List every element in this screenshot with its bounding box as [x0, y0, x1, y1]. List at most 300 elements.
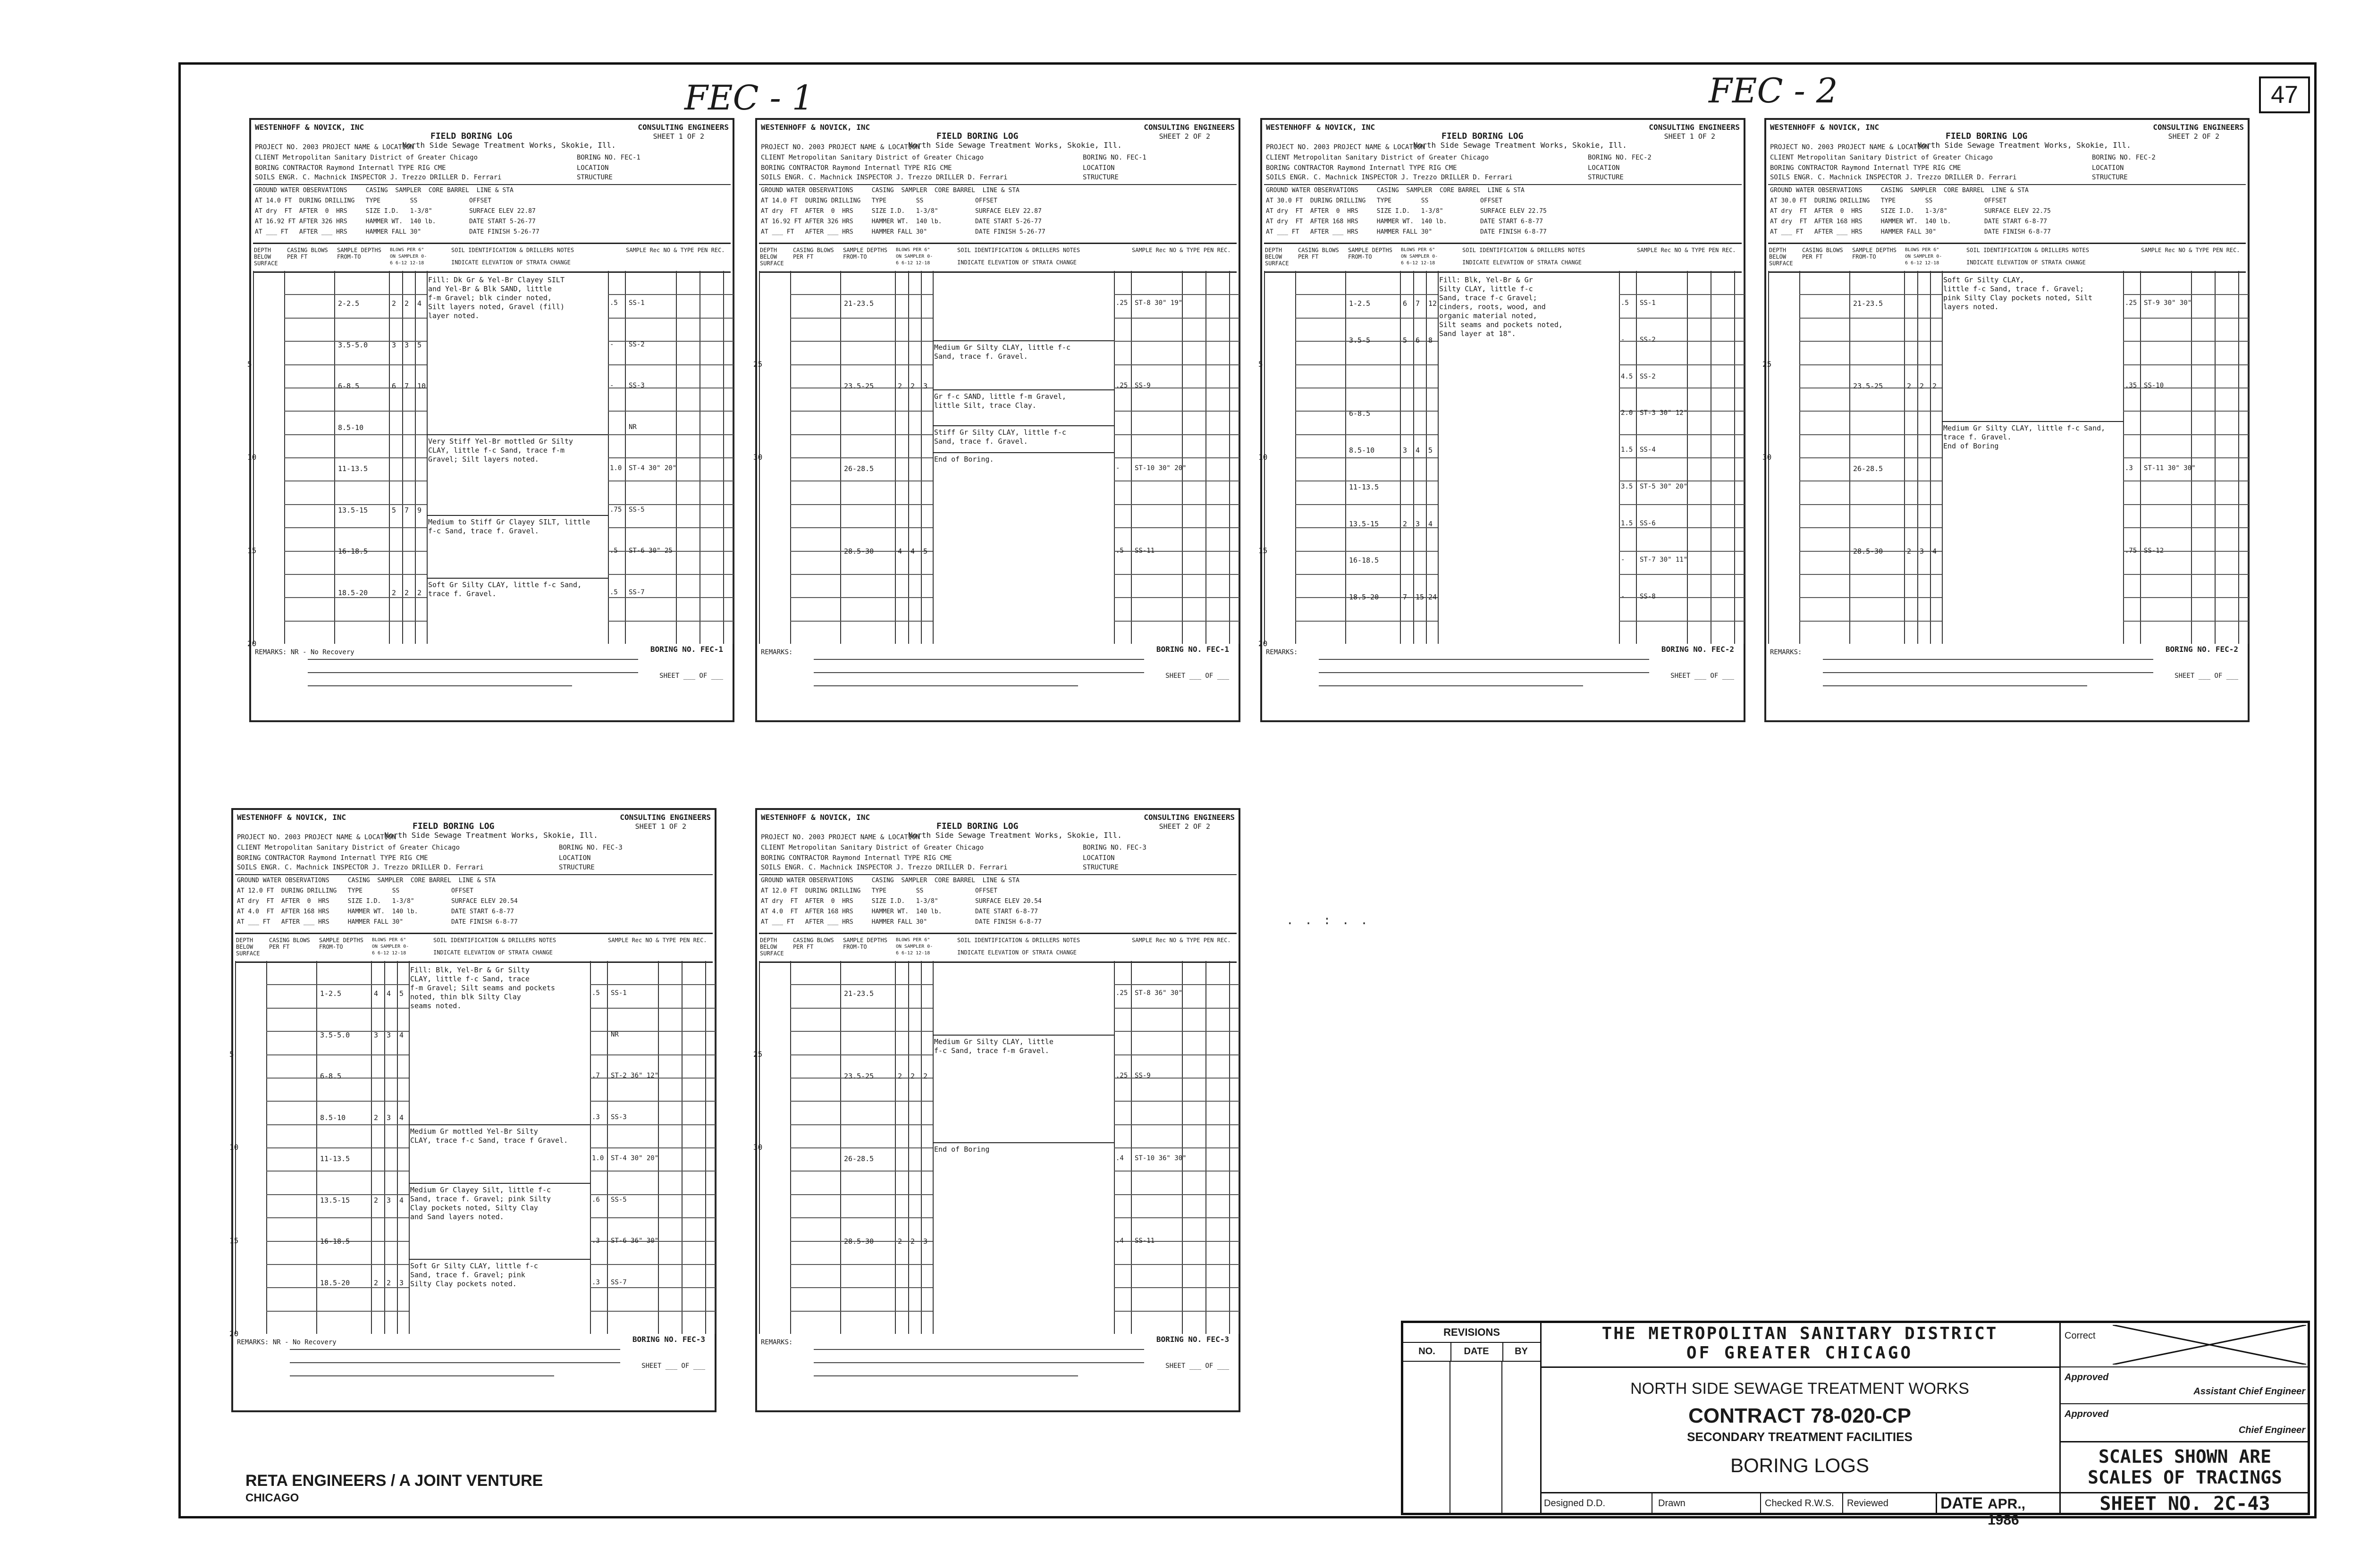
log-boring-footer: BORING NO. FEC-1 [1156, 645, 1229, 654]
sample-id: SS-12 [2144, 547, 2164, 555]
strata-description: Fill: Dk Gr & Yel-Br Clayey SILT and Yel-Br & Blk SAND, little f-m Gravel; blk cinder noted, Silt layers noted, Gravel (fill) layer noted. [428, 276, 565, 320]
sample-depth: 28.5-30 [844, 547, 874, 556]
firm-city: CHICAGO [245, 1492, 299, 1504]
title-block [1401, 1321, 2310, 1528]
col-soil-sub: INDICATE ELEVATION OF STRATA CHANGE [433, 949, 553, 956]
log-grid [229, 961, 715, 1338]
sample-blows: 2 [374, 1113, 379, 1122]
depth-marker: 5 [247, 359, 252, 369]
strata-description: Soft Gr Silty CLAY, little f-c Sand, trace f. Gravel; pink Silty Clay pockets noted, Silt layers noted. [1943, 276, 2093, 311]
sample-rec: .7 [592, 1072, 600, 1079]
sample-id: ST-11 30" 30" [2144, 464, 2196, 472]
sample-depth: 23.5-25 [1853, 382, 1883, 390]
boring-log-sheet [1764, 118, 2250, 722]
log-title: FIELD BORING LOG [413, 821, 495, 831]
sample-blows: 2 [417, 588, 422, 597]
col-sample-block: SAMPLE Rec NO & TYPE PEN REC. [1637, 247, 1736, 253]
sample-depth: 3.5-5 [1349, 336, 1371, 345]
sample-id: ST-3 30" 12" [1640, 409, 1688, 417]
col-soil: SOIL IDENTIFICATION & DRILLERS NOTES [433, 937, 556, 944]
sample-blows: 7 [405, 382, 409, 390]
sample-id: NR [611, 1030, 619, 1038]
observation-line: GROUND WATER OBSERVATIONS CASING SAMPLER CORE BARREL LINE & STA [1266, 187, 1525, 194]
observation-line: AT 16.92 FT AFTER 326 HRS HAMMER WT. 140 lb. DATE START 5-26-77 [255, 218, 536, 225]
log-column-headers [253, 243, 731, 273]
col-depth: DEPTH BELOW SURFACE [236, 937, 260, 957]
observation-line: AT dry FT AFTER 0 HRS SIZE I.D. 1-3/8" SURFACE ELEV 22.87 [761, 208, 1042, 215]
col-sample: SAMPLE DEPTHS FROM-TO [1348, 247, 1392, 260]
col-casing: CASING BLOWS PER FT [287, 247, 328, 260]
sample-blows: 7 [405, 506, 409, 514]
sample-depth: 3.5-5.0 [338, 340, 368, 349]
sample-blows: 2 [1403, 519, 1408, 528]
sample-rec: - [1621, 593, 1625, 601]
sample-blows: 6 [1416, 336, 1420, 345]
sample-rec: 3.5 [1621, 482, 1633, 490]
col-casing: CASING BLOWS PER FT [269, 937, 310, 950]
sample-blows: 3 [1920, 547, 1924, 556]
log-project-value: North Side Sewage Treatment Works, Skokie, Ill. [402, 141, 616, 150]
sample-blows: 2 [1907, 547, 1912, 556]
log-location: LOCATION [2092, 164, 2124, 172]
sample-blows: 5 [399, 989, 404, 998]
observation-line: AT 12.0 FT DURING DRILLING TYPE SS OFFSET [761, 887, 997, 894]
revisions-title: REVISIONS [1403, 1323, 1540, 1343]
sample-blows: 4 [1428, 519, 1433, 528]
sample-rec: .6 [592, 1196, 600, 1204]
sample-blows: 2 [387, 1278, 391, 1287]
groundwater-observations [759, 874, 1237, 932]
log-column-headers [759, 243, 1237, 273]
sample-rec: 1.5 [1621, 446, 1633, 454]
log-location: LOCATION [1083, 854, 1115, 862]
col-casing: CASING BLOWS PER FT [793, 247, 834, 260]
observation-line: AT dry FT AFTER 0 HRS SIZE I.D. 1-3/8" SURFACE ELEV 22.75 [1770, 208, 2051, 215]
col-soil: SOIL IDENTIFICATION & DRILLERS NOTES [957, 247, 1080, 253]
log-remarks: REMARKS: [1266, 649, 1298, 656]
log-location: LOCATION [1083, 164, 1115, 172]
sample-id: NR [629, 423, 637, 431]
sample-depth: 6-8.5 [320, 1072, 342, 1080]
depth-marker: 15 [229, 1236, 239, 1245]
depth-marker: 20 [229, 1329, 239, 1338]
log-client: CLIENT Metropolitan Sanitary District of Greater Chicago [761, 844, 984, 851]
sample-blows: 3 [923, 382, 928, 390]
observation-line: GROUND WATER OBSERVATIONS CASING SAMPLER CORE BARREL LINE & STA [761, 877, 1020, 884]
observation-line: GROUND WATER OBSERVATIONS CASING SAMPLER CORE BARREL LINE & STA [761, 187, 1020, 194]
col-casing: CASING BLOWS PER FT [793, 937, 834, 950]
log-structure: STRUCTURE [1083, 864, 1119, 871]
log-title: FIELD BORING LOG [936, 821, 1019, 831]
col-sample: SAMPLE DEPTHS FROM-TO [337, 247, 381, 260]
col-depth: DEPTH BELOW SURFACE [254, 247, 278, 267]
sample-blows: 5 [417, 340, 422, 349]
col-soil: SOIL IDENTIFICATION & DRILLERS NOTES [451, 247, 574, 253]
depth-marker: 30 [1762, 453, 1772, 462]
sample-depth: 23.5-25 [844, 1072, 874, 1080]
depth-marker: 5 [1258, 359, 1263, 369]
sample-rec: - [1621, 556, 1625, 564]
groundwater-observations [759, 184, 1237, 242]
log-soils-engr: SOILS ENGR. C. Machnick INSPECTOR J. Trezzo DRILLER D. Ferrari [1266, 174, 1513, 181]
observation-line: AT 4.0 FT AFTER 168 HRS HAMMER WT. 140 lb. DATE START 6-8-77 [761, 908, 1038, 915]
log-sheet-footer: SHEET ___ OF ___ [2175, 672, 2238, 680]
col-soil: SOIL IDENTIFICATION & DRILLERS NOTES [1966, 247, 2090, 253]
depth-marker: 5 [229, 1049, 234, 1059]
log-structure: STRUCTURE [559, 864, 595, 871]
sample-blows: 8 [1428, 336, 1433, 345]
log-column-headers [1264, 243, 1742, 273]
sample-blows: 7 [1403, 593, 1408, 602]
sample-blows: 3 [1416, 519, 1420, 528]
log-boring-footer: BORING NO. FEC-2 [1661, 645, 1734, 654]
log-title: FIELD BORING LOG [430, 131, 513, 141]
sample-blows: 3 [923, 1237, 928, 1246]
depth-marker: 15 [247, 546, 257, 555]
sample-depth: 16-18.5 [338, 547, 368, 556]
boring-log-sheet [249, 118, 734, 722]
sample-rec: .5 [1116, 547, 1124, 555]
sample-id: SS-1 [629, 299, 645, 307]
log-project: PROJECT NO. 2003 PROJECT NAME & LOCATION [1266, 143, 1425, 151]
observation-line: AT dry FT AFTER 0 HRS SIZE I.D. 1-3/8" SURFACE ELEV 20.54 [237, 898, 518, 905]
sample-blows: 2 [898, 382, 902, 390]
log-boring-no: BORING NO. FEC-3 [559, 844, 623, 851]
col-sample-block: SAMPLE Rec NO & TYPE PEN REC. [626, 247, 725, 253]
sample-depth: 13.5-15 [320, 1196, 350, 1205]
works-name: NORTH SIDE SEWAGE TREATMENT WORKS [1630, 1380, 1969, 1398]
sample-blows: 4 [399, 1030, 404, 1039]
groundwater-observations [1768, 184, 2246, 242]
sample-blows: 6 [1403, 299, 1408, 308]
title-main [1540, 1323, 2059, 1492]
observation-line: AT dry FT AFTER 168 HRS HAMMER WT. 140 lb. DATE START 6-8-77 [1266, 218, 1543, 225]
col-sample-block: SAMPLE Rec NO & TYPE PEN REC. [2141, 247, 2240, 253]
sample-blows: 4 [1932, 547, 1937, 556]
sample-id: ST-10 30" 20" [1135, 464, 1187, 472]
sample-blows: 2 [898, 1237, 902, 1246]
sample-depth: 18.5-20 [1349, 593, 1379, 602]
sample-id: SS-11 [1135, 547, 1155, 555]
sample-blows: 3 [405, 340, 409, 349]
sample-rec: - [1116, 464, 1120, 472]
log-company: WESTENHOFF & NOVICK, INC [1266, 123, 1375, 132]
sample-id: ST-8 30" 19" [1135, 299, 1183, 307]
sample-blows: 7 [1416, 299, 1420, 308]
boring-log-sheet [755, 118, 1240, 722]
sample-blows: 2 [374, 1196, 379, 1205]
log-sheet-footer: SHEET ___ OF ___ [1165, 1362, 1229, 1370]
log-sheet-footer: SHEET ___ OF ___ [641, 1362, 705, 1370]
strata-description: Fill: Blk, Yel-Br & Gr Silty CLAY, little f-c Sand, trace f-c Gravel; cinders, roots, wood, and organic material noted, Silt seams and pockets noted, Sand layer at 18". [1439, 276, 1563, 338]
col-sample: SAMPLE DEPTHS FROM-TO [843, 937, 887, 950]
log-title: FIELD BORING LOG [1946, 131, 2028, 141]
depth-marker: 30 [753, 1143, 763, 1152]
sample-blows: 5 [1403, 336, 1408, 345]
sample-depth: 6-8.5 [1349, 409, 1371, 418]
sample-id: ST-6 36" 30" [611, 1237, 659, 1245]
sample-blows: 2 [374, 1278, 379, 1287]
sample-blows: 2 [405, 588, 409, 597]
sample-rec: .4 [1116, 1155, 1124, 1162]
observation-line: AT 30.0 FT DURING DRILLING TYPE SS OFFSET [1266, 197, 1502, 204]
sample-blows: 2 [910, 382, 915, 390]
log-boring-footer: BORING NO. FEC-2 [2165, 645, 2238, 654]
log-client: CLIENT Metropolitan Sanitary District of Greater Chicago [1770, 154, 1993, 161]
strata-description: Very Stiff Yel-Br mottled Gr Silty CLAY, little f-c Sand, trace f-m Gravel; Silt layers noted. [428, 437, 573, 464]
strata-description: Soft Gr Silty CLAY, little f-c Sand, trace f. Gravel; pink Silty Clay pockets noted. [410, 1262, 538, 1288]
sample-blows: 4 [417, 299, 422, 308]
col-blows: BLOWS PER 6" ON SAMPLER 0-6 6-12 12-18 [390, 247, 427, 266]
sample-blows: 2 [898, 1072, 902, 1080]
sample-rec: 1.0 [610, 464, 622, 472]
sample-rec: .3 [592, 1237, 600, 1245]
sample-depth: 28.5-30 [1853, 547, 1883, 556]
sample-blows: 2 [1907, 382, 1912, 390]
observation-line: GROUND WATER OBSERVATIONS CASING SAMPLER CORE BARREL LINE & STA [1770, 187, 2029, 194]
log-contractor: BORING CONTRACTOR Raymond Internatl TYPE RIG CME [761, 854, 952, 862]
checked-by: Checked R.W.S. [1765, 1498, 1834, 1509]
log-boring-footer: BORING NO. FEC-3 [1156, 1335, 1229, 1344]
sample-blows: 4 [910, 547, 915, 556]
col-soil-sub: INDICATE ELEVATION OF STRATA CHANGE [1966, 259, 2086, 266]
log-soils-engr: SOILS ENGR. C. Machnick INSPECTOR J. Trezzo DRILLER D. Ferrari [255, 174, 502, 181]
log-grid [1258, 271, 1744, 648]
strata-description: Soft Gr Silty CLAY, little f-c Sand, trace f. Gravel. [428, 581, 582, 598]
scan-noise: . . : . . [1286, 913, 1370, 927]
log-grid [247, 271, 733, 648]
handwritten-label-fec2: FEC - 2 [1709, 71, 1838, 110]
sample-depth: 11-13.5 [320, 1155, 350, 1163]
log-project-value: North Side Sewage Treatment Works, Skokie, Ill. [908, 141, 1122, 150]
sample-id: SS-2 [1640, 336, 1656, 344]
sample-id: ST-4 30" 20" [629, 464, 677, 472]
col-blows: BLOWS PER 6" ON SAMPLER 0-6 6-12 12-18 [1401, 247, 1438, 266]
log-project: PROJECT NO. 2003 PROJECT NAME & LOCATION [761, 143, 920, 151]
log-consulting: CONSULTING ENGINEERS [2153, 123, 2244, 132]
sample-depth: 23.5-25 [844, 382, 874, 390]
rev-col-no: NO. [1403, 1342, 1451, 1362]
observation-line: AT 14.0 FT DURING DRILLING TYPE SS OFFSET [255, 197, 491, 204]
sample-depth: 21-23.5 [844, 989, 874, 998]
log-title: FIELD BORING LOG [936, 131, 1019, 141]
log-boring-no: BORING NO. FEC-1 [577, 154, 641, 161]
groundwater-observations [253, 184, 731, 242]
log-company: WESTENHOFF & NOVICK, INC [255, 123, 364, 132]
depth-marker: 10 [229, 1143, 239, 1152]
observation-line: AT ___ FT AFTER ___ HRS HAMMER FALL 30" DATE FINISH 6-8-77 [1770, 228, 2051, 236]
depth-marker: 15 [1258, 546, 1268, 555]
observation-line: AT ___ FT AFTER ___ HRS HAMMER FALL 30" DATE FINISH 5-26-77 [255, 228, 539, 236]
sample-rec: .3 [2125, 464, 2133, 472]
sample-blows: 4 [399, 1113, 404, 1122]
log-column-headers [759, 933, 1237, 963]
sample-id: SS-1 [611, 989, 627, 997]
sample-id: ST-8 36" 30" [1135, 989, 1183, 997]
log-consulting: CONSULTING ENGINEERS [1649, 123, 1740, 132]
log-remarks: REMARKS: [761, 1339, 793, 1346]
sample-depth: 2-2.5 [338, 299, 360, 308]
sample-blows: 2 [392, 588, 396, 597]
log-sheet: SHEET 1 OF 2 [635, 822, 686, 831]
log-project: PROJECT NO. 2003 PROJECT NAME & LOCATION [761, 834, 920, 841]
depth-marker: 20 [247, 639, 257, 648]
boring-log-sheet [1260, 118, 1745, 722]
sample-blows: 24 [1428, 593, 1437, 602]
groundwater-observations [1264, 184, 1742, 242]
col-sample: SAMPLE DEPTHS FROM-TO [843, 247, 887, 260]
log-soils-engr: SOILS ENGR. C. Machnick INSPECTOR J. Trezzo DRILLER D. Ferrari [761, 864, 1008, 871]
sample-rec: .5 [610, 299, 618, 307]
log-column-headers [235, 933, 713, 963]
sample-rec: 1.0 [592, 1155, 604, 1162]
sample-blows: 2 [405, 299, 409, 308]
sample-rec: .5 [610, 588, 618, 596]
drawing-subject: BORING LOGS [1730, 1454, 1870, 1476]
sample-blows: 2 [392, 299, 396, 308]
log-location: LOCATION [1588, 164, 1620, 172]
sample-id: SS-2 [629, 340, 645, 348]
sample-depth: 21-23.5 [1853, 299, 1883, 308]
col-soil-sub: INDICATE ELEVATION OF STRATA CHANGE [1462, 259, 1582, 266]
sample-depth: 6-8.5 [338, 382, 360, 390]
reviewed-by: Reviewed [1847, 1498, 1888, 1509]
approved-label-2: Approved [2065, 1409, 2109, 1419]
assistant-chief-engineer: Assistant Chief Engineer [2193, 1386, 2305, 1397]
log-column-headers [1768, 243, 2246, 273]
chief-engineer: Chief Engineer [2238, 1425, 2305, 1435]
strata-description: Medium Gr Silty CLAY, little f-c Sand, trace f. Gravel. [934, 343, 1070, 361]
col-depth: DEPTH BELOW SURFACE [1265, 247, 1289, 267]
col-soil-sub: INDICATE ELEVATION OF STRATA CHANGE [957, 259, 1077, 266]
log-structure: STRUCTURE [1083, 174, 1119, 181]
log-soils-engr: SOILS ENGR. C. Machnick INSPECTOR J. Trezzo DRILLER D. Ferrari [1770, 174, 2017, 181]
sample-blows: 3 [399, 1278, 404, 1287]
sample-blows: 15 [1416, 593, 1424, 602]
log-sheet: SHEET 1 OF 2 [1664, 132, 1715, 141]
handwritten-label-fec1: FEC - 1 [684, 78, 814, 118]
log-location: LOCATION [559, 854, 591, 862]
sample-id: SS-3 [629, 382, 645, 389]
log-remarks: REMARKS: [761, 649, 793, 656]
sample-depth: 1-2.5 [320, 989, 342, 998]
log-project: PROJECT NO. 2003 PROJECT NAME & LOCATION [255, 143, 414, 151]
sample-blows: 3 [387, 1030, 391, 1039]
sample-blows: 5 [392, 506, 396, 514]
col-depth: DEPTH BELOW SURFACE [1769, 247, 1793, 267]
sample-rec: .3 [592, 1278, 600, 1286]
log-project-value: North Side Sewage Treatment Works, Skokie, Ill. [908, 831, 1122, 840]
sample-rec: .25 [1116, 989, 1128, 997]
log-sheet-footer: SHEET ___ OF ___ [659, 672, 723, 680]
sample-rec: 1.5 [1621, 519, 1633, 527]
log-structure: STRUCTURE [577, 174, 613, 181]
log-consulting: CONSULTING ENGINEERS [1144, 123, 1235, 132]
sample-blows: 2 [923, 1072, 928, 1080]
observation-line: AT 12.0 FT DURING DRILLING TYPE SS OFFSET [237, 887, 473, 894]
sample-blows: 3 [387, 1113, 391, 1122]
sample-blows: 4 [399, 1196, 404, 1205]
sample-rec: .5 [1621, 299, 1629, 307]
date-value: APR., 1986 [1988, 1496, 2026, 1528]
log-structure: STRUCTURE [2092, 174, 2128, 181]
sample-depth: 26-28.5 [1853, 464, 1883, 473]
log-sheet-footer: SHEET ___ OF ___ [1670, 672, 1734, 680]
sample-blows: 4 [898, 547, 902, 556]
scales-line-1: SCALES SHOWN ARE [2098, 1446, 2272, 1467]
sample-id: SS-5 [629, 506, 645, 514]
log-client: CLIENT Metropolitan Sanitary District of Greater Chicago [761, 154, 984, 161]
sample-rec: .75 [610, 506, 622, 514]
sample-id: SS-7 [611, 1278, 627, 1286]
log-sheet-footer: SHEET ___ OF ___ [1165, 672, 1229, 680]
sample-id: SS-10 [2144, 382, 2164, 389]
sample-id: SS-6 [1640, 519, 1656, 527]
log-grid [753, 271, 1239, 644]
log-title: FIELD BORING LOG [1441, 131, 1524, 141]
sample-rec: - [610, 382, 614, 389]
col-soil: SOIL IDENTIFICATION & DRILLERS NOTES [1462, 247, 1585, 253]
sample-id: SS-8 [1640, 593, 1656, 601]
sample-depth: 8.5-10 [1349, 446, 1375, 455]
sample-id: ST-6 30" 25 [629, 547, 673, 555]
sample-blows: 2 [1920, 382, 1924, 390]
log-client: CLIENT Metropolitan Sanitary District of Greater Chicago [1266, 154, 1489, 161]
sample-blows: 9 [417, 506, 422, 514]
depth-marker: 10 [247, 453, 257, 462]
log-sheet: SHEET 2 OF 2 [1159, 822, 1210, 831]
sample-id: ST-4 30" 20" [611, 1155, 659, 1162]
sample-blows: 3 [1403, 446, 1408, 455]
sample-blows: 4 [387, 989, 391, 998]
sample-depth: 26-28.5 [844, 1155, 874, 1163]
log-boring-no: BORING NO. FEC-1 [1083, 154, 1146, 161]
log-structure: STRUCTURE [1588, 174, 1624, 181]
sample-blows: 6 [392, 382, 396, 390]
scales-line-2: SCALES OF TRACINGS [2088, 1467, 2282, 1488]
drawn-by: Drawn [1658, 1498, 1686, 1509]
strata-description: Medium Gr Silty CLAY, little f-c Sand, trace f. Gravel. End of Boring [1943, 423, 2106, 450]
log-grid [753, 961, 1239, 1334]
sample-blows: 2 [910, 1237, 915, 1246]
sample-blows: 5 [923, 547, 928, 556]
sample-rec: .3 [592, 1113, 600, 1121]
sample-id: SS-4 [1640, 446, 1656, 454]
sample-blows: 3 [387, 1196, 391, 1205]
observation-line: AT dry FT AFTER 0 HRS SIZE I.D. 1-3/8" SURFACE ELEV 22.87 [255, 208, 536, 215]
observation-line: AT 4.0 FT AFTER 168 HRS HAMMER WT. 140 lb. DATE START 6-8-77 [237, 908, 514, 915]
observation-line: GROUND WATER OBSERVATIONS CASING SAMPLER CORE BARREL LINE & STA [237, 877, 496, 884]
strata-description: Medium to Stiff Gr Clayey SILT, little f-c Sand, trace f. Gravel. [428, 518, 590, 535]
sample-id: SS-9 [1135, 382, 1151, 389]
col-depth: DEPTH BELOW SURFACE [760, 247, 784, 267]
sample-depth: 16-18.5 [1349, 556, 1379, 565]
col-blows: BLOWS PER 6" ON SAMPLER 0-6 6-12 12-18 [896, 937, 933, 956]
observation-line: AT dry FT AFTER 0 HRS SIZE I.D. 1-3/8" SURFACE ELEV 20.54 [761, 898, 1042, 905]
depth-marker: 25 [753, 1049, 763, 1059]
sample-id: SS-11 [1135, 1237, 1155, 1245]
sample-blows: 12 [1428, 299, 1437, 308]
observation-line: AT dry FT AFTER 0 HRS SIZE I.D. 1-3/8" SURFACE ELEV 22.75 [1266, 208, 1547, 215]
date-label: DATE [1940, 1494, 1983, 1512]
sample-blows: 4 [1416, 446, 1420, 455]
col-casing: CASING BLOWS PER FT [1802, 247, 1843, 260]
log-consulting: CONSULTING ENGINEERS [638, 123, 729, 132]
rev-col-date: DATE [1450, 1342, 1503, 1362]
sample-depth: 13.5-15 [338, 506, 368, 514]
sample-rec: .25 [1116, 299, 1128, 307]
strata-description: Gr f-c SAND, little f-m Gravel, little Silt, trace Clay. [934, 392, 1066, 410]
